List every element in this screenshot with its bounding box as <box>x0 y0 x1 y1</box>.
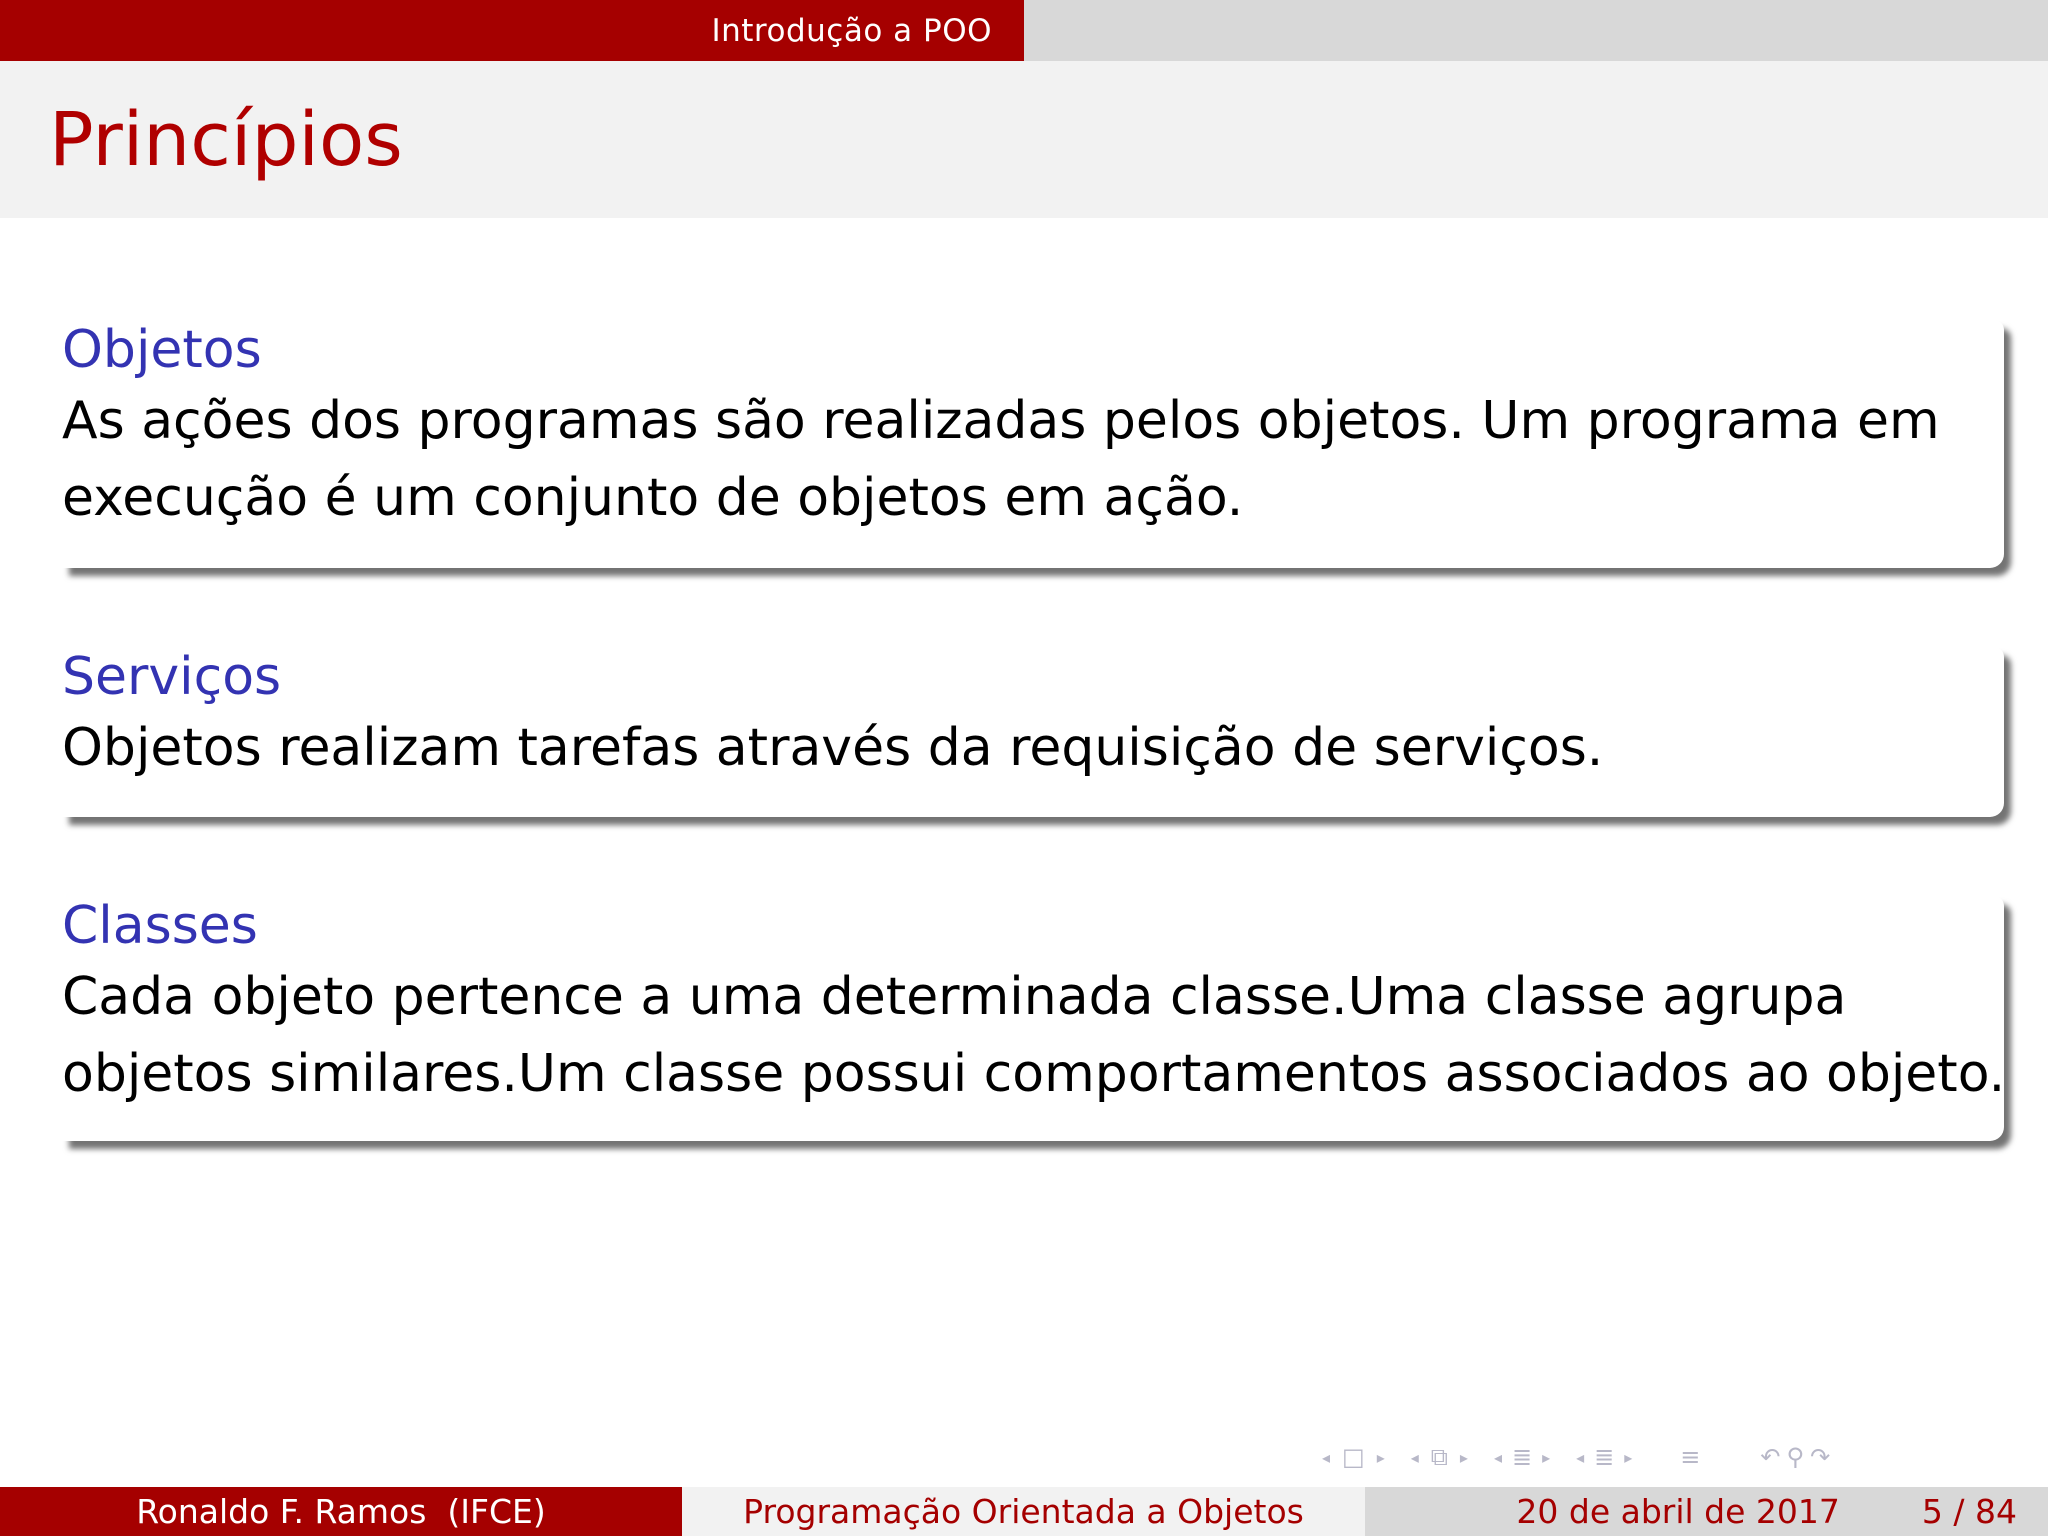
frame-title-bar <box>0 61 2048 218</box>
block-classes <box>62 896 2004 1141</box>
arrow-right-icon[interactable]: ▸ <box>1542 1447 1551 1467</box>
arrow-right-icon[interactable]: ▸ <box>1624 1447 1633 1467</box>
footer-bar <box>0 1487 2048 1536</box>
footer-page-number: 5 / 84 <box>1921 1492 2017 1531</box>
footer-author <box>0 1487 682 1536</box>
arrow-left-icon[interactable]: ◂ <box>1322 1447 1331 1467</box>
footer-course <box>682 1487 1365 1536</box>
block-title: Classes <box>62 896 258 956</box>
slide-title: Princípios <box>49 97 403 183</box>
footer-date: 20 de abril de 2017 <box>1516 1492 1840 1531</box>
section-icon[interactable]: ≣ <box>1594 1443 1615 1471</box>
block-title: Serviços <box>62 647 282 707</box>
header-subsection <box>1024 0 2048 61</box>
subsection-icon[interactable]: ⧉ <box>1430 1443 1448 1471</box>
footer-course-label: Programação Orientada a Objetos <box>743 1492 1304 1531</box>
arrow-right-icon[interactable]: ▸ <box>1376 1447 1385 1467</box>
arrow-left-icon[interactable]: ◂ <box>1576 1447 1585 1467</box>
block-body-line: objetos similares.Um classe possui comportamentos associados ao objeto. <box>62 1044 2006 1104</box>
block-body-line: Cada objeto pertence a uma determinada classe.Uma classe agrupa <box>62 967 1847 1027</box>
forward-icon[interactable]: ↷ <box>1810 1443 1831 1471</box>
header-section-label: Introdução a POO <box>711 12 992 49</box>
section-icon[interactable]: ≣ <box>1511 1443 1533 1471</box>
beamer-navigation <box>1322 1440 1830 1474</box>
block-body-line: execução é um conjunto de objetos em ação. <box>62 468 1244 528</box>
footer-author-label: Ronaldo F. Ramos (IFCE) <box>136 1492 546 1531</box>
arrow-right-icon[interactable]: ▸ <box>1459 1447 1468 1467</box>
align-icon[interactable]: ≡ <box>1680 1443 1701 1471</box>
block-servicos <box>62 647 2004 817</box>
footer-date-page <box>1365 1487 2048 1536</box>
arrow-left-icon[interactable]: ◂ <box>1493 1447 1502 1467</box>
block-body-line: As ações dos programas são realizadas pelos objetos. Um programa em <box>62 391 1940 451</box>
back-icon[interactable]: ↶ <box>1760 1443 1781 1471</box>
search-icon[interactable]: ⚲ <box>1786 1443 1805 1471</box>
header-bar <box>0 0 2048 61</box>
block-body-line: Objetos realizam tarefas através da requisição de serviços. <box>62 718 1604 778</box>
header-section[interactable] <box>0 0 1024 61</box>
block-objetos <box>62 320 2004 568</box>
arrow-left-icon[interactable]: ◂ <box>1410 1447 1419 1467</box>
block-title: Objetos <box>62 320 262 380</box>
frame-icon[interactable]: □ <box>1342 1443 1365 1471</box>
